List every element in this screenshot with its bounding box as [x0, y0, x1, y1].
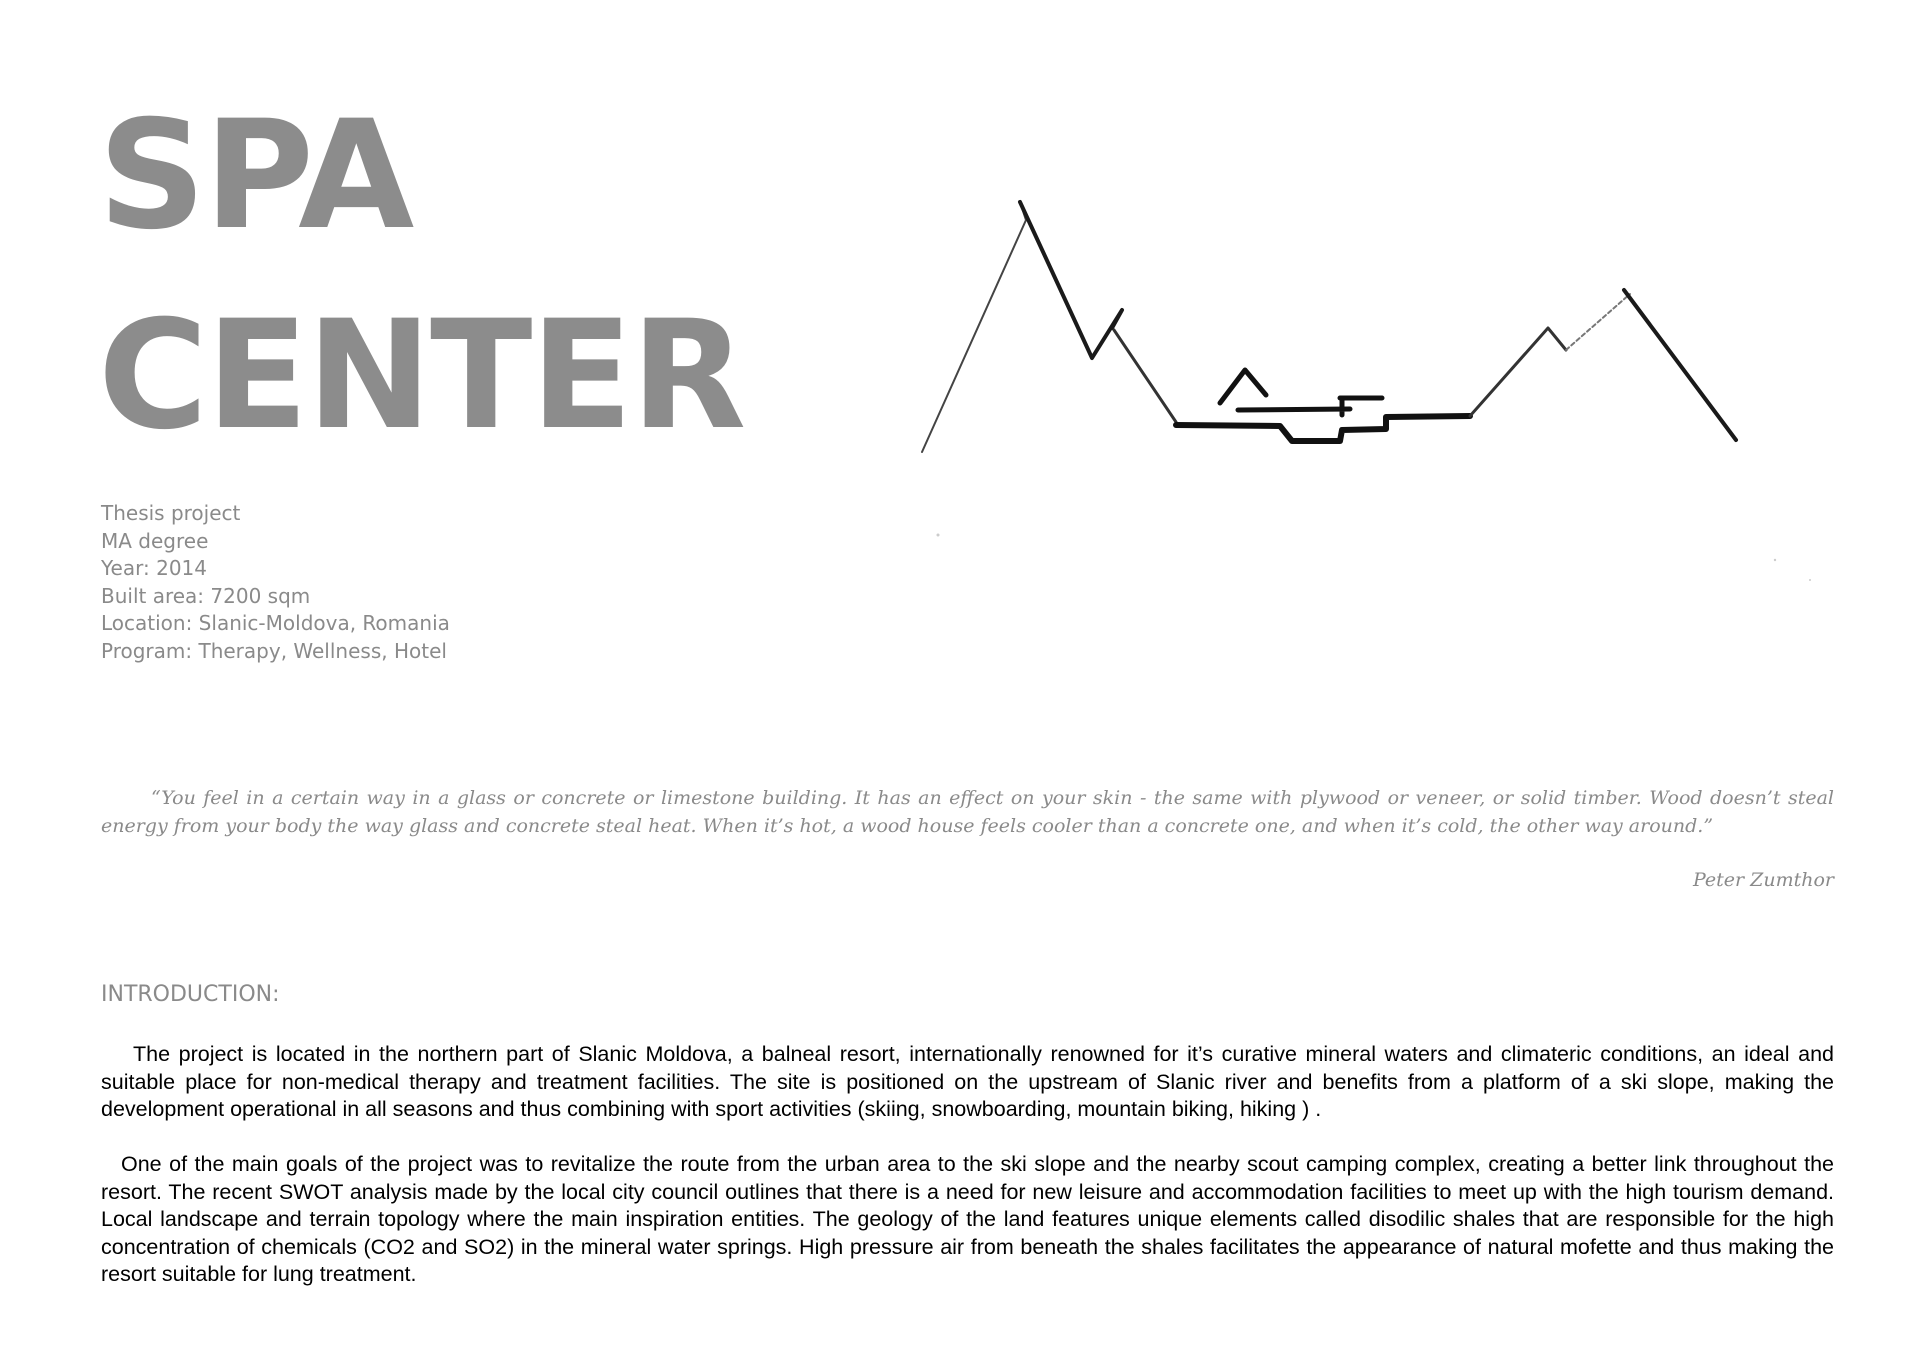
introduction-heading: INTRODUCTION:: [101, 982, 280, 1007]
page-title: [98, 76, 744, 476]
sketch-right-slope: [1470, 328, 1566, 416]
project-info-program: Program: Therapy, Wellness, Hotel: [101, 638, 447, 663]
title-line-1: SPA: [98, 89, 413, 263]
sketch-right-pencil: [1566, 294, 1630, 350]
title-line-2: CENTER: [98, 289, 745, 463]
introduction-paragraph: The project is located in the northern part of Slanic Moldova, a balneal resort, internationally renowned for it’s curative mineral waters and climateric conditions, an ideal and suitable place for non-medical therapy and treatment facilities. The site is positioned on the upstream of Slanic river and benefits from a platform of a ski slope, making the development operational in all seasons and thus combining with sport activities (skiing, snowboarding, mountain biking, hiking ) .: [101, 1042, 1834, 1121]
sketch-platform: [1176, 416, 1470, 441]
site-section-sketch: [830, 160, 1850, 600]
sketch-paper-marks: [937, 534, 1812, 582]
project-info-type: Thesis project: [101, 501, 241, 525]
sketch-left-peak: [1020, 202, 1122, 358]
sketch-building: [1220, 370, 1382, 415]
quote-author: Peter Zumthor: [1692, 869, 1834, 891]
introduction-paragraph: One of the main goals of the project was to revitalize the route from the urban area to the ski slope and the nearby scout camping complex, creating a better link throughout the resort. The recent SWOT analysis made by the local city council outlines that there is a need for new leisure and accommodation facilities to meet up with the high tourism demand. Local landscape and terrain topology where the main inspiration entities. The geology of the land features unique elements called disodilic shales that are responsible for the high concentration of chemicals (CO2 and SO2) in the mineral water springs. High pressure air from beneath the shales facilitates the appearance of natural mofette and thus making the resort suitable for lung treatment.: [101, 1152, 1834, 1286]
project-info-degree: MA degree: [101, 528, 209, 553]
sketch-mid-left-slope: [1114, 330, 1176, 422]
sketch-left-slope: [922, 202, 1026, 452]
project-info-year: Year: 2014: [101, 556, 207, 580]
zumthor-quote: “You feel in a certain way in a glass or concrete or limestone building. It has an effect on your skin - the same with plywood or veneer, or solid timber. Wood doesn’t steal energy from your body the way glass and concrete steal heat. When it’s hot, a wood house feels cooler than a concrete one, and when it’s cold, the other way around.”: [101, 787, 1834, 837]
sketch-right-peak: [1624, 290, 1736, 440]
project-info-location: Location: Slanic-Moldova, Romania: [101, 611, 450, 635]
project-info-area: Built area: 7200 sqm: [101, 583, 311, 608]
project-info: [101, 500, 450, 665]
